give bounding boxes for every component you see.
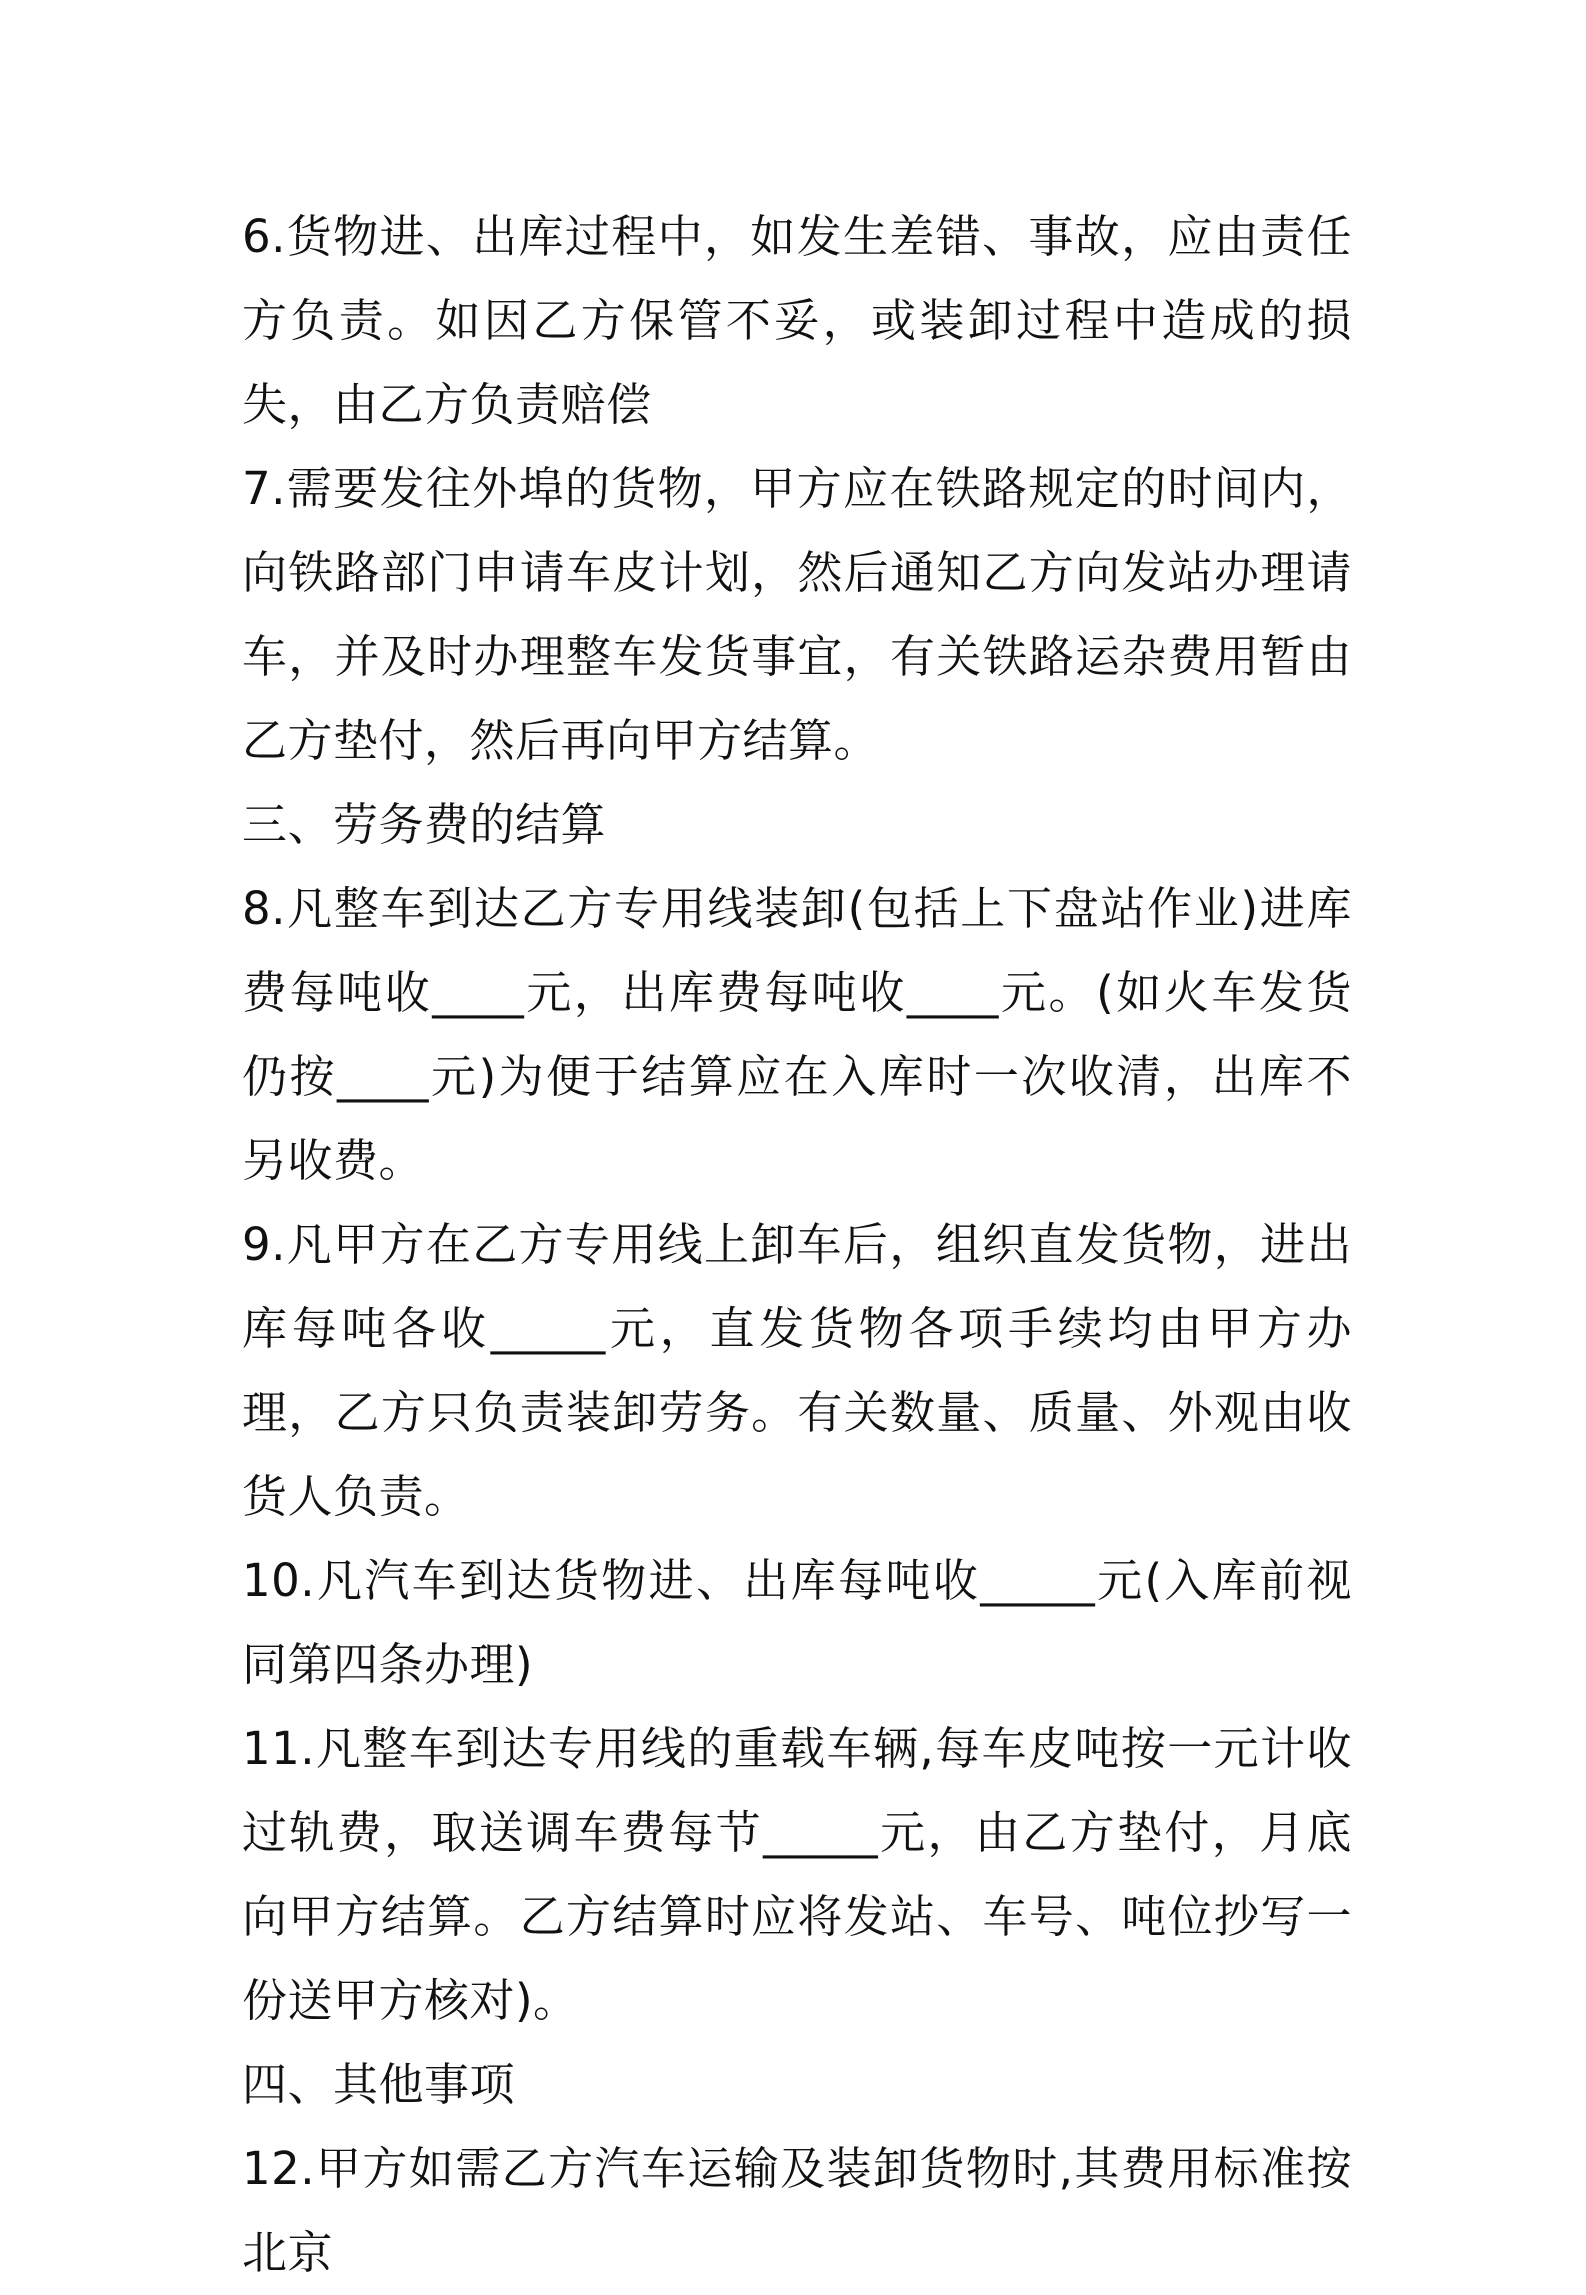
clause-10: 10.凡汽车到达货物进、出库每吨收_____元(入库前视同第四条办理) — [242, 1554, 1352, 1691]
document-body — [242, 195, 1352, 2295]
section-heading-4: 四、其他事项 — [242, 2058, 516, 2111]
clause-11: 11.凡整车到达专用线的重载车辆,每车皮吨按一元计收过轨费，取送调车费每节_____元，由乙方垫付，月底向甲方结算。乙方结算时应将发站、车号、吨位抄写一份送甲方核对)。 — [242, 1722, 1352, 2027]
clause-6: 6.货物进、出库过程中，如发生差错、事故，应由责任方负责。如因乙方保管不妥，或装卸过程中造成的损失，由乙方负责赔偿 — [242, 210, 1352, 431]
clause-7: 7.需要发往外埠的货物，甲方应在铁路规定的时间内，向铁路部门申请车皮计划，然后通知乙方向发站办理请车，并及时办理整车发货事宜，有关铁路运杂费用暂由乙方垫付，然后再向甲方结算。 — [242, 462, 1352, 767]
section-heading-3: 三、劳务费的结算 — [242, 798, 607, 851]
clause-8: 8.凡整车到达乙方专用线装卸(包括上下盘站作业)进库费每吨收____元，出库费每吨收____元。(如火车发货仍按____元)为便于结算应在入库时一次收清，出库不另收费。 — [242, 882, 1352, 1187]
clause-12: 12.甲方如需乙方汽车运输及装卸货物时,其费用标准按北京 — [242, 2142, 1352, 2279]
clause-9: 9.凡甲方在乙方专用线上卸车后，组织直发货物，进出库每吨各收_____元，直发货物各项手续均由甲方办理，乙方只负责装卸劳务。有关数量、质量、外观由收货人负责。 — [242, 1218, 1352, 1523]
